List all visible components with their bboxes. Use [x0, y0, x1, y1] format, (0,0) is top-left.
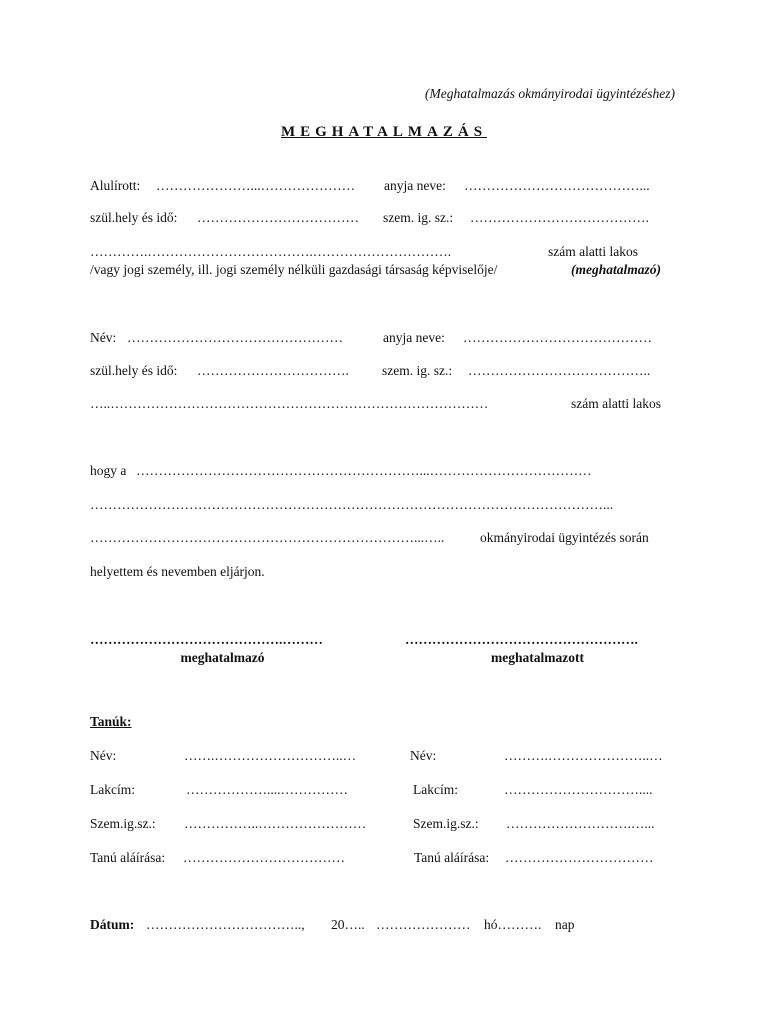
date-day-field[interactable]: hó………. [484, 917, 542, 932]
witnesses-heading: Tanúk: [90, 714, 132, 729]
witness-left-label: Név: [90, 748, 117, 763]
grantor-name-label: Alulírott: [90, 178, 141, 193]
purpose-closing: helyettem és nevemben eljárjon. [90, 564, 265, 579]
witness-right-label: Szem.ig.sz.: [413, 816, 479, 831]
grantor-address-field[interactable]: ………….……………………………….…………………………. [90, 244, 452, 259]
witness-right-field[interactable]: …………………………… [505, 850, 654, 865]
witness-right-field[interactable]: ……………………….…... [506, 816, 655, 831]
witness-row [90, 782, 680, 798]
witness-left-label: Lakcím: [90, 782, 135, 797]
grantor-address-row [90, 244, 676, 260]
grantor-role: (meghatalmazó) [571, 262, 661, 277]
witness-left-label: Tanú aláírása: [90, 850, 166, 865]
witness-left-field[interactable]: ………………....…………… [186, 782, 348, 797]
witness-row [90, 850, 680, 866]
grantee-name-row [90, 330, 680, 346]
purpose-lead: hogy a [90, 463, 127, 478]
date-row [90, 917, 590, 933]
purpose-row-1 [90, 463, 680, 479]
purpose-field-1[interactable]: ………………………………………………………...……………………………… [136, 463, 592, 478]
grantee-mother-field[interactable]: …………………………………… [463, 330, 652, 345]
witness-right-label: Lakcím: [413, 782, 458, 797]
grantor-name-row [90, 178, 680, 194]
purpose-field-2[interactable]: ……………………………………………………………………………………………………... [90, 497, 614, 512]
witness-right-label: Név: [410, 748, 437, 763]
grantee-mother-label: anyja neve: [383, 330, 445, 345]
witness-right-field[interactable]: ……….…………………..… [504, 748, 663, 763]
grantor-name-field[interactable]: …………………...………………… [156, 178, 356, 193]
signature-label-grantor: meghatalmazó [180, 650, 265, 665]
purpose-suffix: okmányirodai ügyintézés során [480, 530, 649, 545]
purpose-field-3[interactable]: ………………………………………………………………...….. [90, 530, 445, 545]
witness-right-label: Tanú aláírása: [414, 850, 490, 865]
grantor-legal-row [90, 262, 680, 278]
date-day-label: nap [555, 917, 575, 932]
date-year-field[interactable]: 20….. [331, 917, 365, 932]
grantee-birth-field[interactable]: ……………………………. [197, 363, 349, 378]
witness-right-field[interactable]: ………………………….... [504, 782, 653, 797]
witness-row [90, 816, 680, 832]
purpose-row-3 [90, 530, 680, 546]
grantee-birth-label: szül.hely és idő: [90, 363, 178, 378]
grantor-id-field[interactable]: …………………………………. [470, 210, 649, 225]
grantor-birth-row [90, 210, 680, 226]
witness-left-field[interactable]: ……………..…………………… [184, 816, 367, 831]
grantee-address-row [90, 396, 680, 412]
witness-left-field[interactable]: ……………………………… [183, 850, 345, 865]
grantor-mother-field[interactable]: …………………………………... [464, 178, 650, 193]
grantor-birth-label: szül.hely és idő: [90, 210, 178, 225]
grantee-name-field[interactable]: ………………………………………… [127, 330, 343, 345]
grantor-birth-field[interactable]: ……………………………… [197, 210, 359, 225]
grantor-address-suffix: szám alatti lakos [548, 244, 638, 259]
witness-left-label: Szem.ig.sz.: [90, 816, 156, 831]
witness-left-field[interactable]: …….………………………..… [184, 748, 357, 763]
grantee-birth-row [90, 363, 680, 379]
grantor-mother-label: anyja neve: [384, 178, 446, 193]
document-title: MEGHATALMAZÁS [280, 124, 488, 140]
signature-line-grantor[interactable]: …………………………………….……… [90, 632, 323, 647]
header-note: (Meghatalmazás okmányirodai ügyintézéshez) [425, 86, 675, 101]
grantee-id-field[interactable]: ………………………………….. [468, 363, 651, 378]
signature-line-grantee[interactable]: ……………………………………………. [405, 632, 638, 647]
witness-row [90, 748, 680, 764]
date-label: Dátum: [90, 917, 135, 932]
date-place-field[interactable]: …………………………….., [146, 917, 305, 932]
grantor-legal-text: /vagy jogi személy, ill. jogi személy nélküli gazdasági társaság képviselője/ [90, 262, 498, 277]
grantee-address-suffix: szám alatti lakos [571, 396, 661, 411]
purpose-row-2 [90, 497, 680, 513]
grantee-name-label: Név: [90, 330, 117, 345]
grantee-address-field[interactable]: …..………………………………………………………………………… [90, 396, 489, 411]
signature-label-grantee: meghatalmazott [491, 650, 584, 665]
date-month-field[interactable]: ………………… [376, 917, 471, 932]
grantee-id-label: szem. ig. sz.: [382, 363, 453, 378]
grantor-id-label: szem. ig. sz.: [383, 210, 454, 225]
